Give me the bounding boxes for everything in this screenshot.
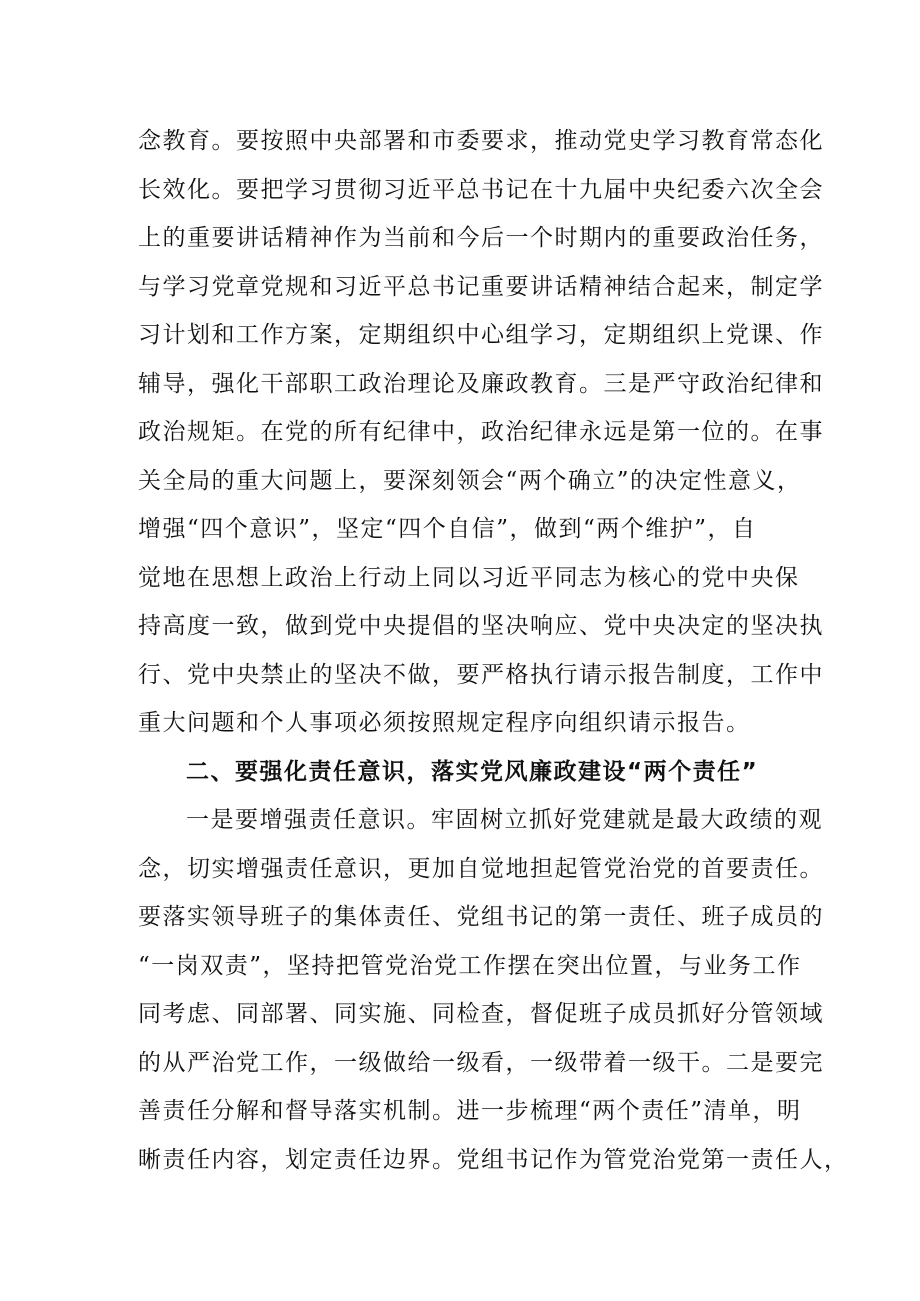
paragraph-line: 关全局的重大问题上，要深刻领会“两个确立”的决定性意义，	[138, 467, 802, 494]
paragraph-line: 与学习党章党规和习近平总书记重要讲话精神结合起来，制定学	[138, 273, 824, 300]
paragraph-line: 觉地在思想上政治上行动上同以习近平同志为核心的党中央保	[138, 564, 800, 591]
paragraph-line: 念，切实增强责任意识，更加自觉地担起管党治党的首要责任。	[138, 855, 824, 882]
document-body	[138, 117, 849, 1184]
paragraph-line: 上的重要讲话精神作为当前和今后一个时期内的重要政治任务，	[138, 225, 824, 251]
paragraph-line: 政治规矩。在党的所有纪律中，政治纪律永远是第一位的。在事	[138, 419, 824, 445]
paragraph-line: 重大问题和个人事项必须按照规定程序向组织请示报告。	[138, 710, 751, 736]
paragraph-line: 同考虑、同部署、同实施、同检查，督促班子成员抓好分管领域	[138, 1001, 824, 1027]
paragraph-line: 一是要增强责任意识。牢固树立抓好党建就是最大政绩的观	[186, 807, 823, 833]
paragraph-line: 善责任分解和督导落实机制。进一步梳理“两个责任”清单，明	[138, 1098, 802, 1124]
paragraph-line: 长效化。要把学习贯彻习近平总书记在十九届中央纪委六次全会	[138, 176, 824, 203]
paragraph-line: 晰责任内容，划定责任边界。党组书记作为管党治党第一责任人，	[138, 1146, 849, 1173]
paragraph-line: 的从严治党工作，一级做给一级看，一级带着一级干。二是要完	[138, 1049, 824, 1076]
section-heading: 二、要强化责任意识，落实党风廉政建设“两个责任”	[186, 758, 759, 785]
paragraph-line: 增强“四个意识”，坚定“四个自信”，做到“两个维护”，自	[138, 516, 757, 542]
paragraph-line: 辅导，强化干部职工政治理论及廉政教育。三是严守政治纪律和	[138, 370, 824, 397]
paragraph-line: 习计划和工作方案，定期组织中心组学习，定期组织上党课、作	[138, 322, 824, 348]
paragraph-line: “一岗双责”，坚持把管党治党工作摆在突出位置，与业务工作	[138, 952, 802, 979]
paragraph-line: 持高度一致，做到党中央提倡的坚决响应、党中央决定的坚决执	[138, 613, 824, 639]
paragraph-line: 要落实领导班子的集体责任、党组书记的第一责任、班子成员的	[138, 904, 824, 930]
paragraph-line: 念教育。要按照中央部署和市委要求，推动党史学习教育常态化	[138, 128, 824, 154]
paragraph-line: 行、党中央禁止的坚决不做，要严格执行请示报告制度，工作中	[138, 661, 824, 688]
